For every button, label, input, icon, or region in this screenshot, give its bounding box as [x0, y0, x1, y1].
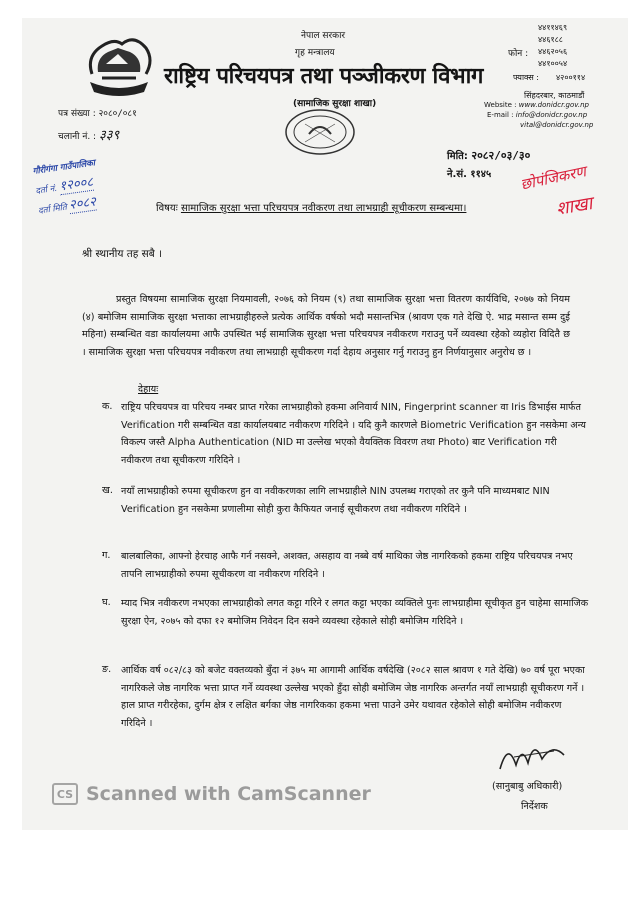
- signatory-designation: निर्देशक: [521, 801, 548, 812]
- email-link[interactable]: vital@donidcr.gov.np: [520, 121, 594, 129]
- subject-text: सामाजिक सुरक्षा भत्ता परिचयपत्र नवीकरण तथा लाभग्राही सूचीकरण सम्बन्धमा।: [180, 203, 467, 214]
- email-row: [487, 111, 587, 119]
- camscanner-watermark: [52, 783, 371, 805]
- fax-label: फ्याक्स :: [513, 73, 539, 82]
- date-label: मिति:: [447, 151, 468, 162]
- dispatch-row: [58, 125, 119, 143]
- ministry-label: गृह मन्त्रालय: [295, 48, 335, 58]
- email-label: E-mail :: [487, 111, 514, 119]
- stamp-darta-label: दर्ता नं.: [34, 183, 58, 197]
- phone-label: फोन :: [508, 49, 529, 59]
- stamp-municipality: गौरीगंगा गाउँपालिका: [32, 158, 96, 177]
- subject-row: [156, 200, 466, 214]
- department-title: राष्ट्रिय परिचयपत्र तथा पञ्जीकरण विभाग: [164, 64, 484, 89]
- reference-label: पत्र संख्या :: [58, 109, 96, 119]
- signature-mark: [494, 735, 574, 775]
- list-item-text: म्याद भित्र नवीकरण नभएका लाभग्राहीको लगत कट्टा गरिने र लगत कट्टा भएका व्यक्तिले पुनः लाभग्राहीमा सूचीकृत हुन चाहेमा सामाजिक सुरक्षा ऐन, २०७५ को दफा १२ बमोजिम निवेदन दिन सक्ने व्यवस्था रहेकाले सोही बमोजिम गरिदिने ।: [121, 598, 589, 627]
- reference-number: २०८०/०८१: [98, 109, 137, 119]
- nepal-sambat-value: ११४५: [470, 169, 492, 180]
- list-heading: देहायः: [138, 384, 159, 395]
- camscanner-text: Scanned with CamScanner: [86, 783, 371, 805]
- phone-number: ४४६२०५६: [538, 47, 568, 56]
- list-item-key: ख.: [102, 485, 113, 496]
- website-link[interactable]: www.donidcr.gov.np: [518, 101, 589, 109]
- phone-number: ४४१००५४: [538, 59, 568, 68]
- handwritten-note: छोपंजिकरण: [518, 162, 588, 194]
- list-item-text: राष्ट्रिय परिचयपत्र वा परिचय नम्बर प्राप्त गरेका लाभग्राहीको हकमा अनिवार्य NIN, Fingerprint scanner वा Iris डिभाईस मार्फत Verification गरी सम्बन्धित वडा कार्यालयबाट नवीकरण गरिदिने । यदि कुनै कारणले Biometric Verification हुन नसकेमा अन्य विकल्प जस्तै Alpha Authentication (NID मा उल्लेख भएको वैयक्तिक विवरण तथा Photo) बाट Verification गरी नवीकरण तथा सूचीकरण गरिदिने ।: [121, 402, 586, 466]
- fax-number: ४२००११४: [556, 73, 586, 82]
- reference-row: [58, 106, 137, 119]
- nepal-sambat-label: ने.सं.: [447, 169, 467, 180]
- signatory-name: (सानुबाबु अधिकारी): [492, 781, 563, 792]
- dispatch-number: ३३९: [98, 128, 120, 143]
- website-label: Website :: [484, 101, 517, 109]
- phone-number: ४४११४६९: [538, 23, 568, 32]
- email-link[interactable]: info@donidcr.gov.np: [515, 111, 588, 119]
- section-label: (सामाजिक सुरक्षा शाखा): [293, 99, 377, 109]
- address-label: सिंहदरबार, काठमाडौं: [524, 91, 585, 100]
- date-row: [447, 148, 530, 163]
- stamp-date-label: दर्ता मिति: [37, 202, 68, 217]
- stamp-darta-number: १२००८: [58, 174, 95, 195]
- camscanner-logo-icon: CS: [52, 783, 78, 805]
- list-item-key: क.: [102, 401, 113, 412]
- nepal-emblem-icon: [84, 34, 154, 100]
- stamp-date-value: २०८२: [68, 194, 98, 214]
- intro-paragraph: प्रस्तुत विषयमा सामाजिक सुरक्षा नियमावली, २०७६ को नियम (९) तथा सामाजिक सुरक्षा भत्ता वितरण कार्यविधि, २०७७ को नियम (४) बमोजिम सामाजिक सुरक्षा भत्ताका लाभग्राहीहरुले प्रत्येक आर्थिक वर्षको भदौ मसान्तभित्र (श्रावण एक गते देखि ऐ. भाद्र मसान्त सम्म दुई महिना) सम्बन्धित वडा कार्यालयमा आफै उपस्थित भई सामाजिक सुरक्षा भत्ता परिचयपत्र नवीकरण गराउनु पर्ने व्यवस्था रहेको व्यहोरा विदितै छ । सामाजिक सुरक्षा भत्ता परिचयपत्र नवीकरण तथा लाभग्राही सूचीकरण गर्दा देहाय अनुसार गर्नु गराउनु हुन निर्णयानुसार अनुरोध छ ।: [82, 294, 570, 358]
- list-item-text: आर्थिक वर्ष ०८२/८३ को बजेट वक्तव्यको बुँदा नं ३७५ मा आगामी आर्थिक वर्षदेखि (२०८२ साल श्रावण १ गते देखि) ७० वर्ष पूरा भएका नागरिकले जेष्ठ नागरिक भत्ता प्राप्त गर्ने व्यवस्था उल्लेख भएको हुँदा सोही बमोजिम जेष्ठ नागरिक अन्तर्गत नयाँ लाभग्राही सूचीकरण गर्ने । हाल प्राप्त गरीरहेका, दुर्गम क्षेत्र र लक्षित बर्गका जेष्ठ नागरिकका हकमा भत्ता पाउने उमेर यथावत रहेकोले सोही बमोजिम नवीकरण गरिदिने ।: [121, 665, 585, 729]
- website-row: [484, 101, 589, 109]
- handwritten-note: शाखा: [554, 193, 594, 220]
- date-value: २०८२/०३/३०: [471, 149, 531, 162]
- dispatch-label: चलानी नं. :: [58, 132, 97, 142]
- list-item-text: नयाँ लाभग्राहीको रुपमा सूचीकरण हुन वा नवीकरणका लागि लाभग्राहीले NIN उपलब्ध गराएको तर कुनै पनि माध्यमबाट NIN Verification हुन नसकेमा प्रणालीमा सोही कुरा कैफियत जनाई सूचीकरण तथा नवीकरण गरिदिने ।: [121, 486, 550, 515]
- list-item-key: घ.: [102, 597, 111, 608]
- list-item-key: ग.: [102, 550, 111, 561]
- recipient: श्री स्थानीय तह सबै ।: [82, 248, 163, 260]
- phone-list: [538, 22, 598, 70]
- nepal-sambat-row: [447, 166, 491, 180]
- government-label: नेपाल सरकार: [301, 31, 346, 41]
- subject-label: विषयः: [156, 203, 178, 214]
- list-item-text: बालबालिका, आफ्नो हेरचाह आफै गर्न नसक्ने, अशक्त, असहाय वा नब्बे वर्ष माथिका जेष्ठ नागरिकको हकमा राष्ट्रिय परिचयपत्र नभए तापनि लाभग्राहीको रुपमा सूचीकरण वा नवीकरण गरिदिने ।: [121, 551, 573, 580]
- phone-number: ४४६१८८: [538, 35, 563, 44]
- list-item-key: ङ.: [102, 664, 112, 675]
- round-seal-stamp: [283, 108, 357, 156]
